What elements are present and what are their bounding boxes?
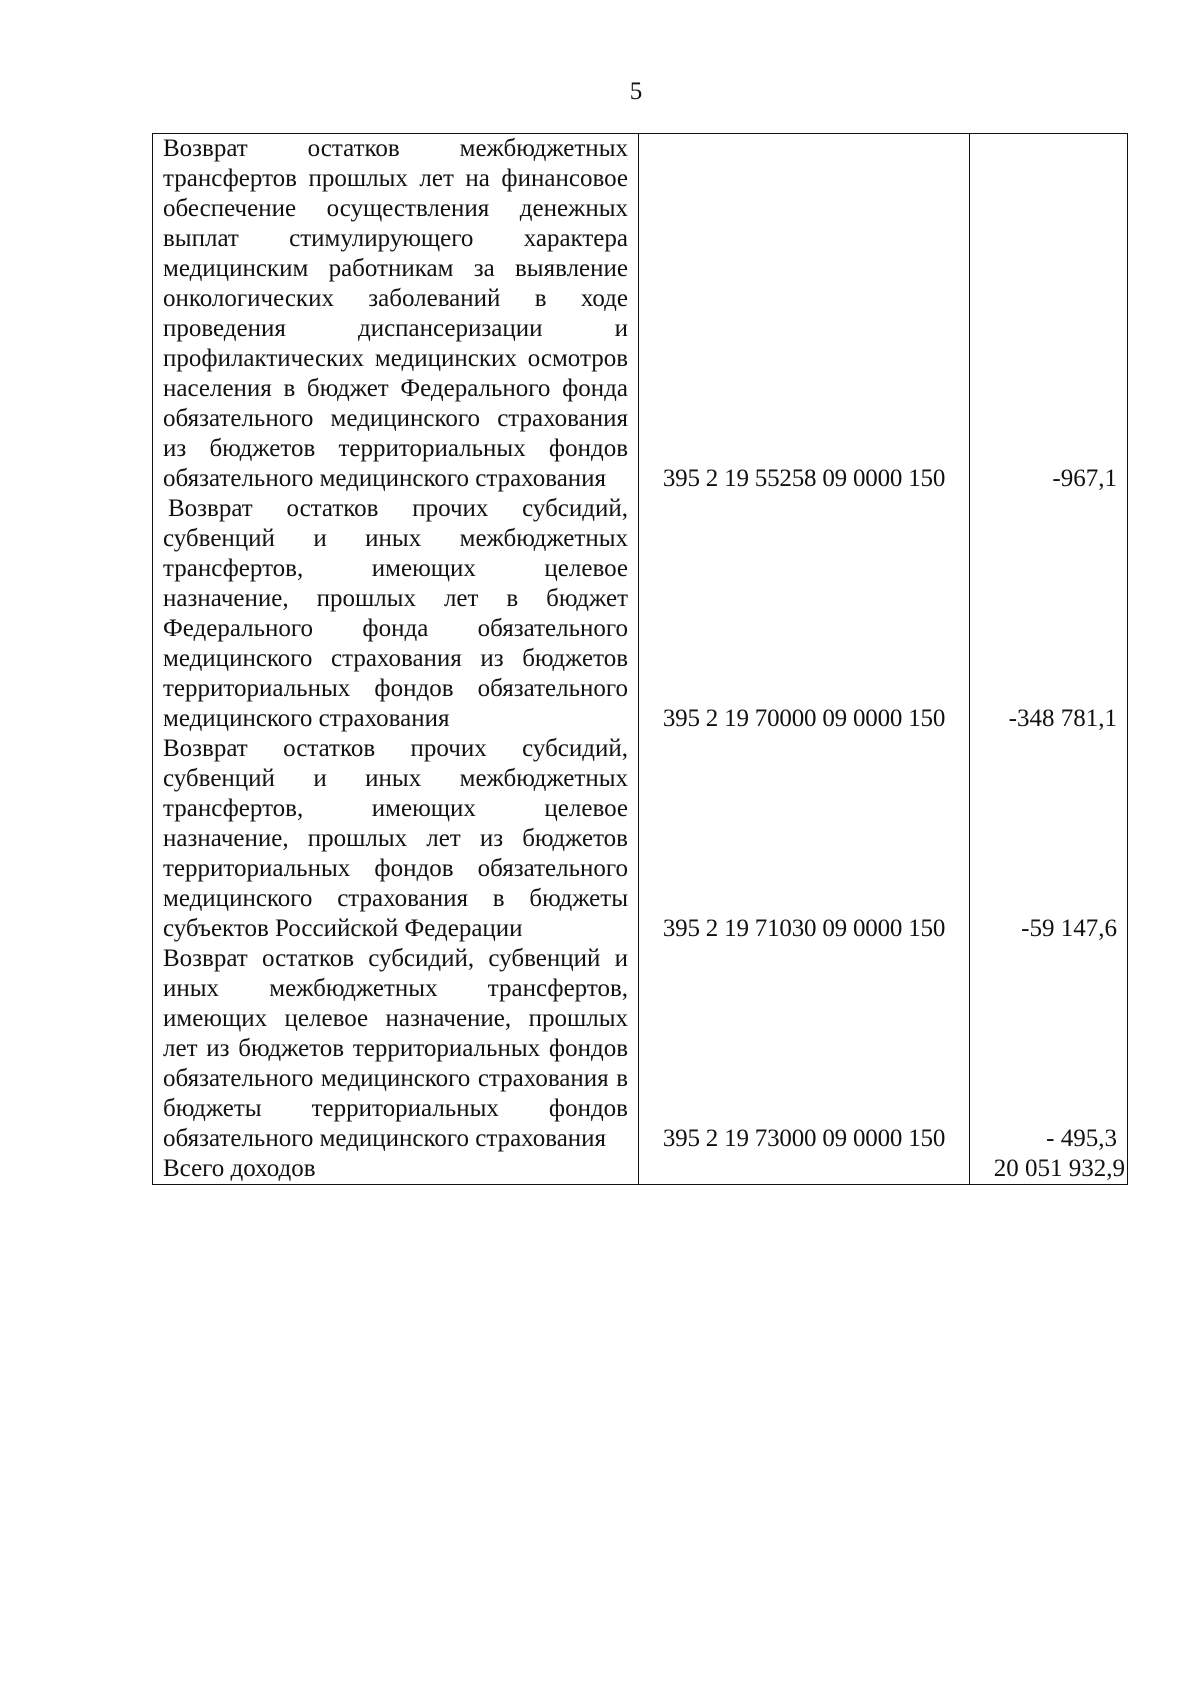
row-description: Возврат остатков межбюджетных трансфертов прошлых лет на финансовое обеспечение осуществления денежных выплат стимулирующего характера медицинским работникам за выявление онкологических заболеваний в ходе проведения диспансеризации и профилактических медицинских осмотров населения в бюджет Федерального фонда обязательного медицинского страхования из бюджетов территориальных фондов обязательного медицинского страхования [153,134,639,495]
total-label: Всего доходов [153,1154,639,1185]
total-code [639,1154,970,1185]
table-row [153,944,1128,1154]
row-description: Возврат остатков субсидий, субвенций и иных межбюджетных трансфертов, имеющих целевое назначение, прошлых лет из бюджетов территориальных фондов обязательного медицинского страхования в бюджеты территориальных фондов обязательного медицинского страхования [153,944,639,1154]
row-amount: - 495,3 [970,944,1128,1154]
row-amount: -348 781,1 [970,494,1128,734]
page-number: 5 [629,78,643,105]
row-budget-code: 395 2 19 70000 09 0000 150 [639,494,970,734]
row-budget-code: 395 2 19 55258 09 0000 150 [639,134,970,495]
row-amount: -967,1 [970,134,1128,495]
table-row [153,734,1128,944]
table-row [153,494,1128,734]
budget-income-table [152,133,1128,1185]
row-description: Возврат остатков прочих субсидий, субвенций и иных межбюджетных трансфертов, имеющих целевое назначение, прошлых лет из бюджетов территориальных фондов обязательного медицинского страхования в бюджеты субъектов Российской Федерации [153,734,639,944]
row-budget-code: 395 2 19 71030 09 0000 150 [639,734,970,944]
total-row [153,1154,1128,1185]
row-description: Возврат остатков прочих субсидий, субвенций и иных межбюджетных трансфертов, имеющих целевое назначение, прошлых лет в бюджет Федерального фонда обязательного медицинского страхования из бюджетов территориальных фондов обязательного медицинского страхования [153,494,639,734]
total-amount: 20 051 932,9 [970,1154,1128,1185]
row-amount: -59 147,6 [970,734,1128,944]
row-budget-code: 395 2 19 73000 09 0000 150 [639,944,970,1154]
table-row [153,134,1128,495]
